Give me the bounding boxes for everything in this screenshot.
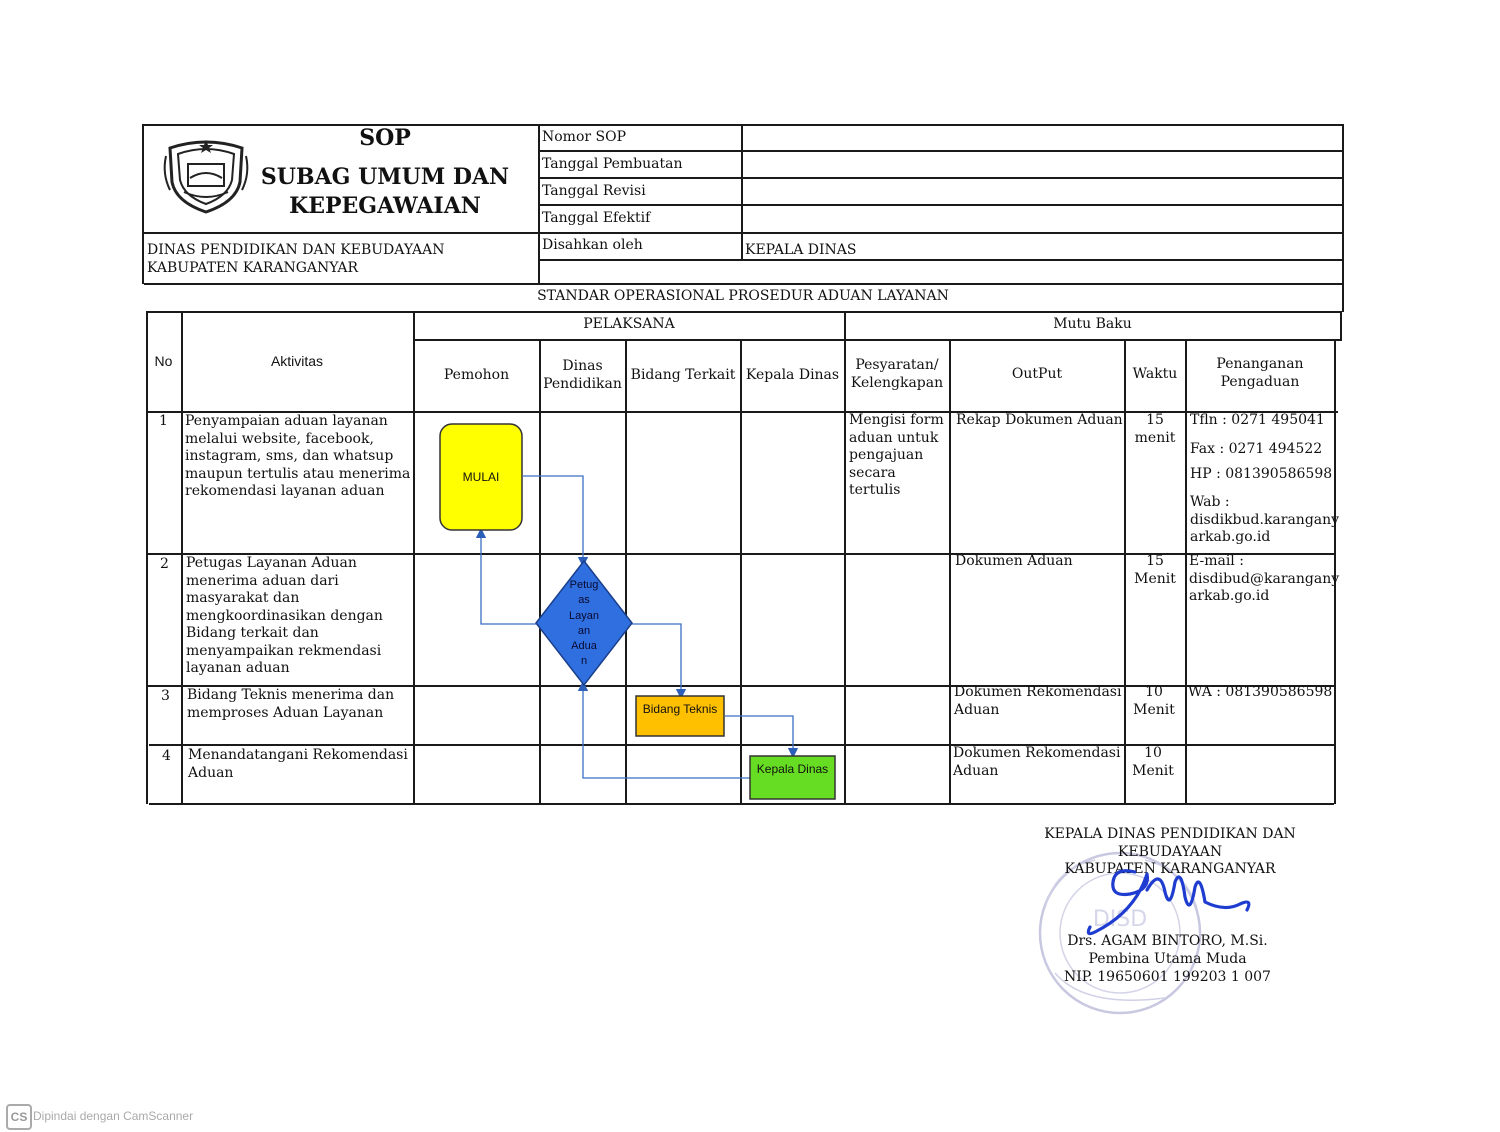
field-label-effective-date: Tanggal Efektif <box>542 210 651 226</box>
row-time: 15 Menit <box>1134 553 1176 587</box>
complaint-web: Wab : disdikbud.karangany arkab.go.id <box>1190 494 1340 545</box>
document-title: STANDAR OPERASIONAL PROSEDUR ADUAN LAYANAN <box>537 288 949 304</box>
row-time: 10 Menit <box>1133 684 1175 718</box>
field-label-revision-date: Tanggal Revisi <box>542 183 646 199</box>
technical-process-label: Bidang Teknis <box>642 702 718 716</box>
field-label-sop-number: Nomor SOP <box>542 129 627 145</box>
col-header-bidang-terkait: Bidang Terkait <box>630 367 736 383</box>
row-activity: Menandatangani Rekomendasi Aduan <box>188 747 408 781</box>
col-header-activity: Aktivitas <box>270 353 324 369</box>
row-output: Dokumen Aduan <box>955 553 1073 569</box>
complaint-fax: Fax : 0271 494522 <box>1190 441 1323 457</box>
row-number: 3 <box>161 688 170 704</box>
group-header-mutu-baku: Mutu Baku <box>1053 316 1132 332</box>
row-time: 10 Menit <box>1132 745 1174 779</box>
col-header-pemohon: Pemohon <box>443 367 510 383</box>
field-label-approved-by: Disahkan oleh <box>542 237 643 253</box>
connector-start-to-officer <box>523 476 583 562</box>
complaint-email: E-mail : disdibud@karangany arkab.go.id <box>1189 553 1340 604</box>
row-number: 2 <box>160 556 169 572</box>
col-header-time: Waktu <box>1132 366 1178 382</box>
row-time: 15 menit <box>1134 412 1176 446</box>
row-output: Dokumen Rekomendasi Aduan <box>954 684 1122 718</box>
signatory-nip: NIP. 19650601 199203 1 007 <box>1064 969 1271 985</box>
signatory-title: KEPALA DINAS PENDIDIKAN DAN KEBUDAYAAN KABUPATEN KARANGANYAR <box>1044 826 1296 877</box>
col-header-complaint-handling: Penanganan Pengaduan <box>1216 356 1304 390</box>
officer-decision-label: Petug as Layan an Adua n <box>569 579 599 668</box>
col-header-no: No <box>154 353 173 369</box>
complaint-wa: WA : 081390586598 <box>1188 684 1333 700</box>
signatory-rank: Pembina Utama Muda <box>1088 951 1247 967</box>
connector-officer-to-technical <box>631 624 681 694</box>
connector-officer-to-start <box>481 533 537 624</box>
row-number: 1 <box>159 413 168 429</box>
row-number: 4 <box>162 748 171 764</box>
row-activity: Penyampaian aduan layanan melalui website, facebook, instagram, sms, dan whatsup maupun tertulis atau menerima rekomendasi layanan aduan <box>185 413 411 499</box>
row-requirement: Mengisi form aduan untuk pengajuan secara tertulis <box>849 412 944 498</box>
row-activity: Bidang Teknis menerima dan memproses Aduan Layanan <box>187 687 395 721</box>
signatory-name: Drs. AGAM BINTORO, M.Si. <box>1067 933 1268 949</box>
row-output: Dokumen Rekomendasi Aduan <box>953 745 1121 779</box>
svg-text:DISD: DISD <box>1092 907 1148 932</box>
sop-label: SOP <box>359 125 411 151</box>
row-output: Rekap Dokumen Aduan <box>956 412 1123 428</box>
col-header-kepala-dinas: Kepala Dinas <box>745 367 840 383</box>
group-header-pelaksana: PELAKSANA <box>583 316 675 332</box>
complaint-phone: Tfln : 0271 495041 <box>1190 412 1325 428</box>
camscanner-watermark: Dipindai dengan CamScanner <box>33 1109 194 1123</box>
field-label-created-date: Tanggal Pembuatan <box>542 156 683 172</box>
start-terminal-label: MULAI <box>462 470 500 484</box>
col-header-requirements: Pesyaratan/ Kelengkapan <box>850 357 944 391</box>
col-header-output: OutPut <box>1011 366 1063 382</box>
field-value-approved-by: KEPALA DINAS <box>745 242 857 258</box>
complaint-hp: HP : 081390586598 <box>1190 466 1333 482</box>
agency-name: DINAS PENDIDIKAN DAN KEBUDAYAAN KABUPATEN KARANGANYAR <box>147 242 445 276</box>
connector-technical-to-head <box>725 716 793 753</box>
handwritten-signature <box>1075 862 1265 942</box>
head-process-label: Kepala Dinas <box>756 762 829 776</box>
col-header-dinas-pendidikan: Dinas Pendidikan <box>543 358 622 392</box>
camscanner-logo-icon: CS <box>6 1104 32 1130</box>
unit-title: SUBAG UMUM DAN KEPEGAWAIAN <box>260 164 510 219</box>
row-activity: Petugas Layanan Aduan menerima aduan dari masyarakat dan mengkoordinasikan dengan Bidang terkait dan menyampaikan rekmendasi layanan aduan <box>186 555 383 676</box>
